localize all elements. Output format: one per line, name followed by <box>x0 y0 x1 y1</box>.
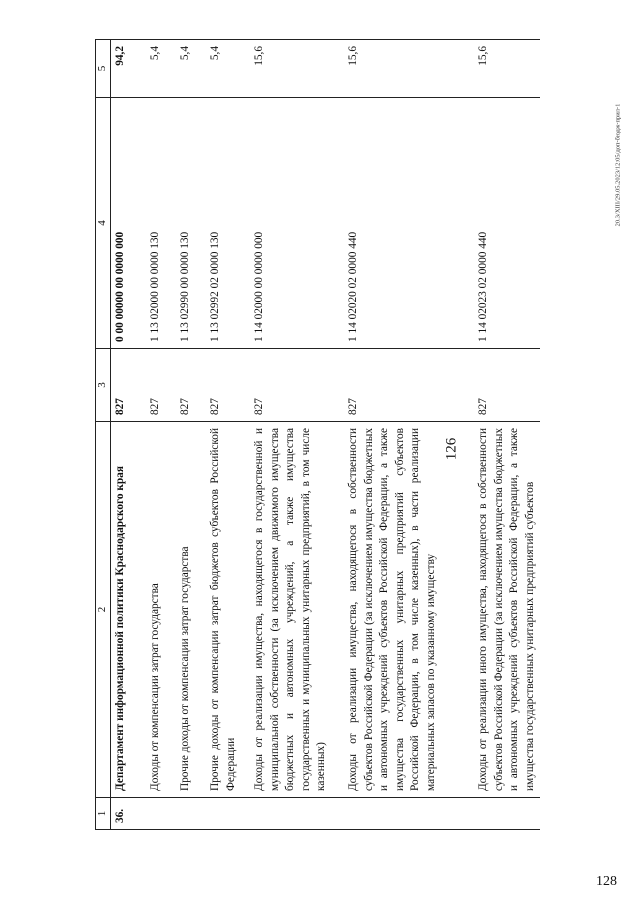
row-name: Прочие доходы от компенсации затрат бюджетов субъектов Российской Федерации <box>206 422 250 798</box>
table-row <box>250 40 344 830</box>
row-revenue-code: 1 14 02023 02 0000 440 <box>474 98 540 349</box>
page-number: 126 <box>443 437 460 461</box>
column-header: 1 <box>96 798 111 830</box>
row-name: Доходы от реализации имущества, находящегося в собственности субъектов Российской Федерации (за исключением имущества бюджетных и автономных учреждений субъектов Российской Федерации, а также имущества государственных унитарных предприятий субъектов Российской Федерации, в том числе казенных), в части реализации материальных запасов по указанному имуществу <box>344 422 474 798</box>
table-row <box>474 40 540 830</box>
table-row <box>146 40 176 830</box>
row-amount: 94,2 <box>111 40 147 98</box>
row-admin-code: 827 <box>250 349 344 422</box>
rotated-page-content <box>95 40 536 830</box>
row-revenue-code: 1 14 02020 02 0000 440 <box>344 98 474 349</box>
row-revenue-code: 1 13 02000 00 0000 130 <box>146 98 176 349</box>
footer-page-number: 128 <box>596 874 617 889</box>
row-admin-code: 827 <box>146 349 176 422</box>
table-header-row <box>96 40 111 830</box>
row-name: Доходы от компенсации затрат государства <box>146 422 176 798</box>
row-revenue-code: 1 13 02990 00 0000 130 <box>176 98 206 349</box>
row-name: Доходы от реализации имущества, находящегося в государственной и муниципальной собственности (за исключением движимого имущества бюджетных и автономных учреждений, а также имущества государственных и муниципальных унитарных предприятий, в том числе казенных) <box>250 422 344 798</box>
row-admin-code: 827 <box>474 349 540 422</box>
row-name: Доходы от реализации иного имущества, находящегося в собственности субъектов Российской Федерации (за исключением имущества бюджетных и автономных учреждений субъектов Российской Федерации, а также имущества государственных унитарных предприятий субъектов <box>474 422 540 798</box>
row-revenue-code: 0 00 00000 00 0000 000 <box>111 98 147 349</box>
document-code: 20.3/XIII/29.05.2023/12:05/доп-бюдж-прил-1 <box>614 103 622 227</box>
row-amount: 5,4 <box>146 40 176 98</box>
row-number <box>146 798 176 830</box>
row-amount: 15,6 <box>474 40 540 98</box>
table-row <box>176 40 206 830</box>
row-revenue-code: 1 13 02992 02 0000 130 <box>206 98 250 349</box>
table-row <box>111 40 147 830</box>
row-number <box>474 798 540 830</box>
row-amount: 5,4 <box>176 40 206 98</box>
revenue-table <box>95 39 540 830</box>
column-header: 2 <box>96 422 111 798</box>
column-header: 4 <box>96 98 111 349</box>
row-revenue-code: 1 14 02000 00 0000 000 <box>250 98 344 349</box>
row-number <box>206 798 250 830</box>
row-admin-code: 827 <box>111 349 147 422</box>
row-number <box>176 798 206 830</box>
row-admin-code: 827 <box>344 349 474 422</box>
row-number: 36. <box>111 798 147 830</box>
row-admin-code: 827 <box>176 349 206 422</box>
table-row <box>206 40 250 830</box>
table-row <box>344 40 474 830</box>
row-amount: 15,6 <box>344 40 474 98</box>
row-number <box>250 798 344 830</box>
row-admin-code: 827 <box>206 349 250 422</box>
column-header: 5 <box>96 40 111 98</box>
row-number <box>344 798 474 830</box>
row-name: Департамент информационной политики Краснодарского края <box>111 422 147 798</box>
row-amount: 15,6 <box>250 40 344 98</box>
row-name: Прочие доходы от компенсации затрат государства <box>176 422 206 798</box>
row-amount: 5,4 <box>206 40 250 98</box>
column-header: 3 <box>96 349 111 422</box>
